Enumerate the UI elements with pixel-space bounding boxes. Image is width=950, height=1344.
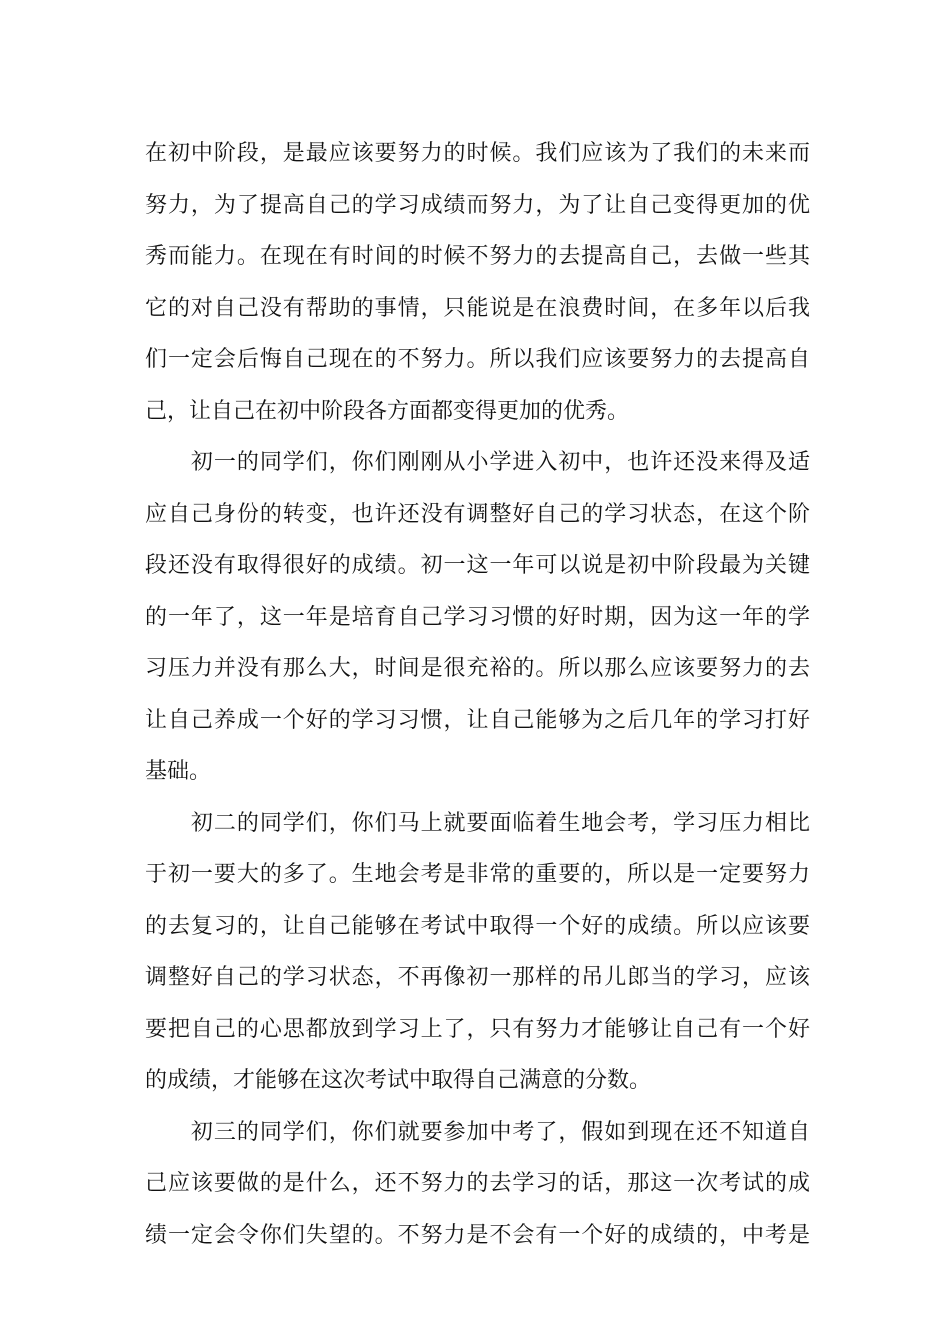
text-line: 秀而能力。在现在有时间的时候不努力的去提高自己，去做一些其 — [145, 244, 810, 269]
text-line: 己应该要做的是什么，还不努力的去学习的话，那这一次考试的成 — [145, 1171, 810, 1196]
text-line: 绩一定会令你们失望的。不努力是不会有一个好的成绩的，中考是 — [145, 1222, 810, 1248]
text-line: 它的对自己没有帮助的事情，只能说是在浪费时间，在多年以后我 — [145, 295, 810, 321]
text-line: 的去复习的，让自己能够在考试中取得一个好的成绩。所以应该要 — [145, 913, 810, 939]
text-line: 己，让自己在初中阶段各方面都变得更加的优秀。 — [145, 398, 630, 424]
text-line: 们一定会后悔自己现在的不努力。所以我们应该要努力的去提高自 — [145, 347, 810, 372]
text-line: 要把自己的心思都放到学习上了，只有努力才能够让自己有一个好 — [145, 1016, 810, 1042]
paragraph-4 — [145, 1107, 810, 1262]
text-line: 习压力并没有那么大，时间是很充裕的。所以那么应该要努力的去 — [145, 656, 810, 681]
text-line: 在初中阶段，是最应该要努力的时候。我们应该为了我们的未来而 — [145, 141, 810, 166]
text-line: 让自己养成一个好的学习习惯，让自己能够为之后几年的学习打好 — [145, 707, 810, 733]
text-line: 的成绩，才能够在这次考试中取得自己满意的分数。 — [145, 1068, 652, 1093]
text-line: 应自己身份的转变，也许还没有调整好自己的学习状态，在这个阶 — [145, 501, 810, 527]
text-line: 初三的同学们，你们就要参加中考了，假如到现在还不知道自 — [145, 1119, 810, 1145]
text-line: 努力，为了提高自己的学习成绩而努力，为了让自己变得更加的优 — [145, 192, 810, 218]
paragraph-3 — [145, 798, 810, 1107]
text-line: 段还没有取得很好的成绩。初一这一年可以说是初中阶段最为关键 — [145, 553, 810, 578]
text-line: 初一的同学们，你们刚刚从小学进入初中，也许还没来得及适 — [145, 450, 810, 475]
text-line: 基础。 — [145, 759, 212, 784]
text-line: 于初一要大的多了。生地会考是非常的重要的，所以是一定要努力 — [145, 862, 810, 887]
text-line: 的一年了，这一年是培育自己学习习惯的好时期，因为这一年的学 — [145, 604, 810, 630]
paragraph-1 — [145, 128, 810, 437]
text-line: 初二的同学们，你们马上就要面临着生地会考，学习压力相比 — [145, 810, 810, 836]
body-text — [145, 128, 810, 1261]
text-line: 调整好自己的学习状态，不再像初一那样的吊儿郎当的学习，应该 — [145, 965, 810, 990]
paragraph-2 — [145, 437, 810, 798]
